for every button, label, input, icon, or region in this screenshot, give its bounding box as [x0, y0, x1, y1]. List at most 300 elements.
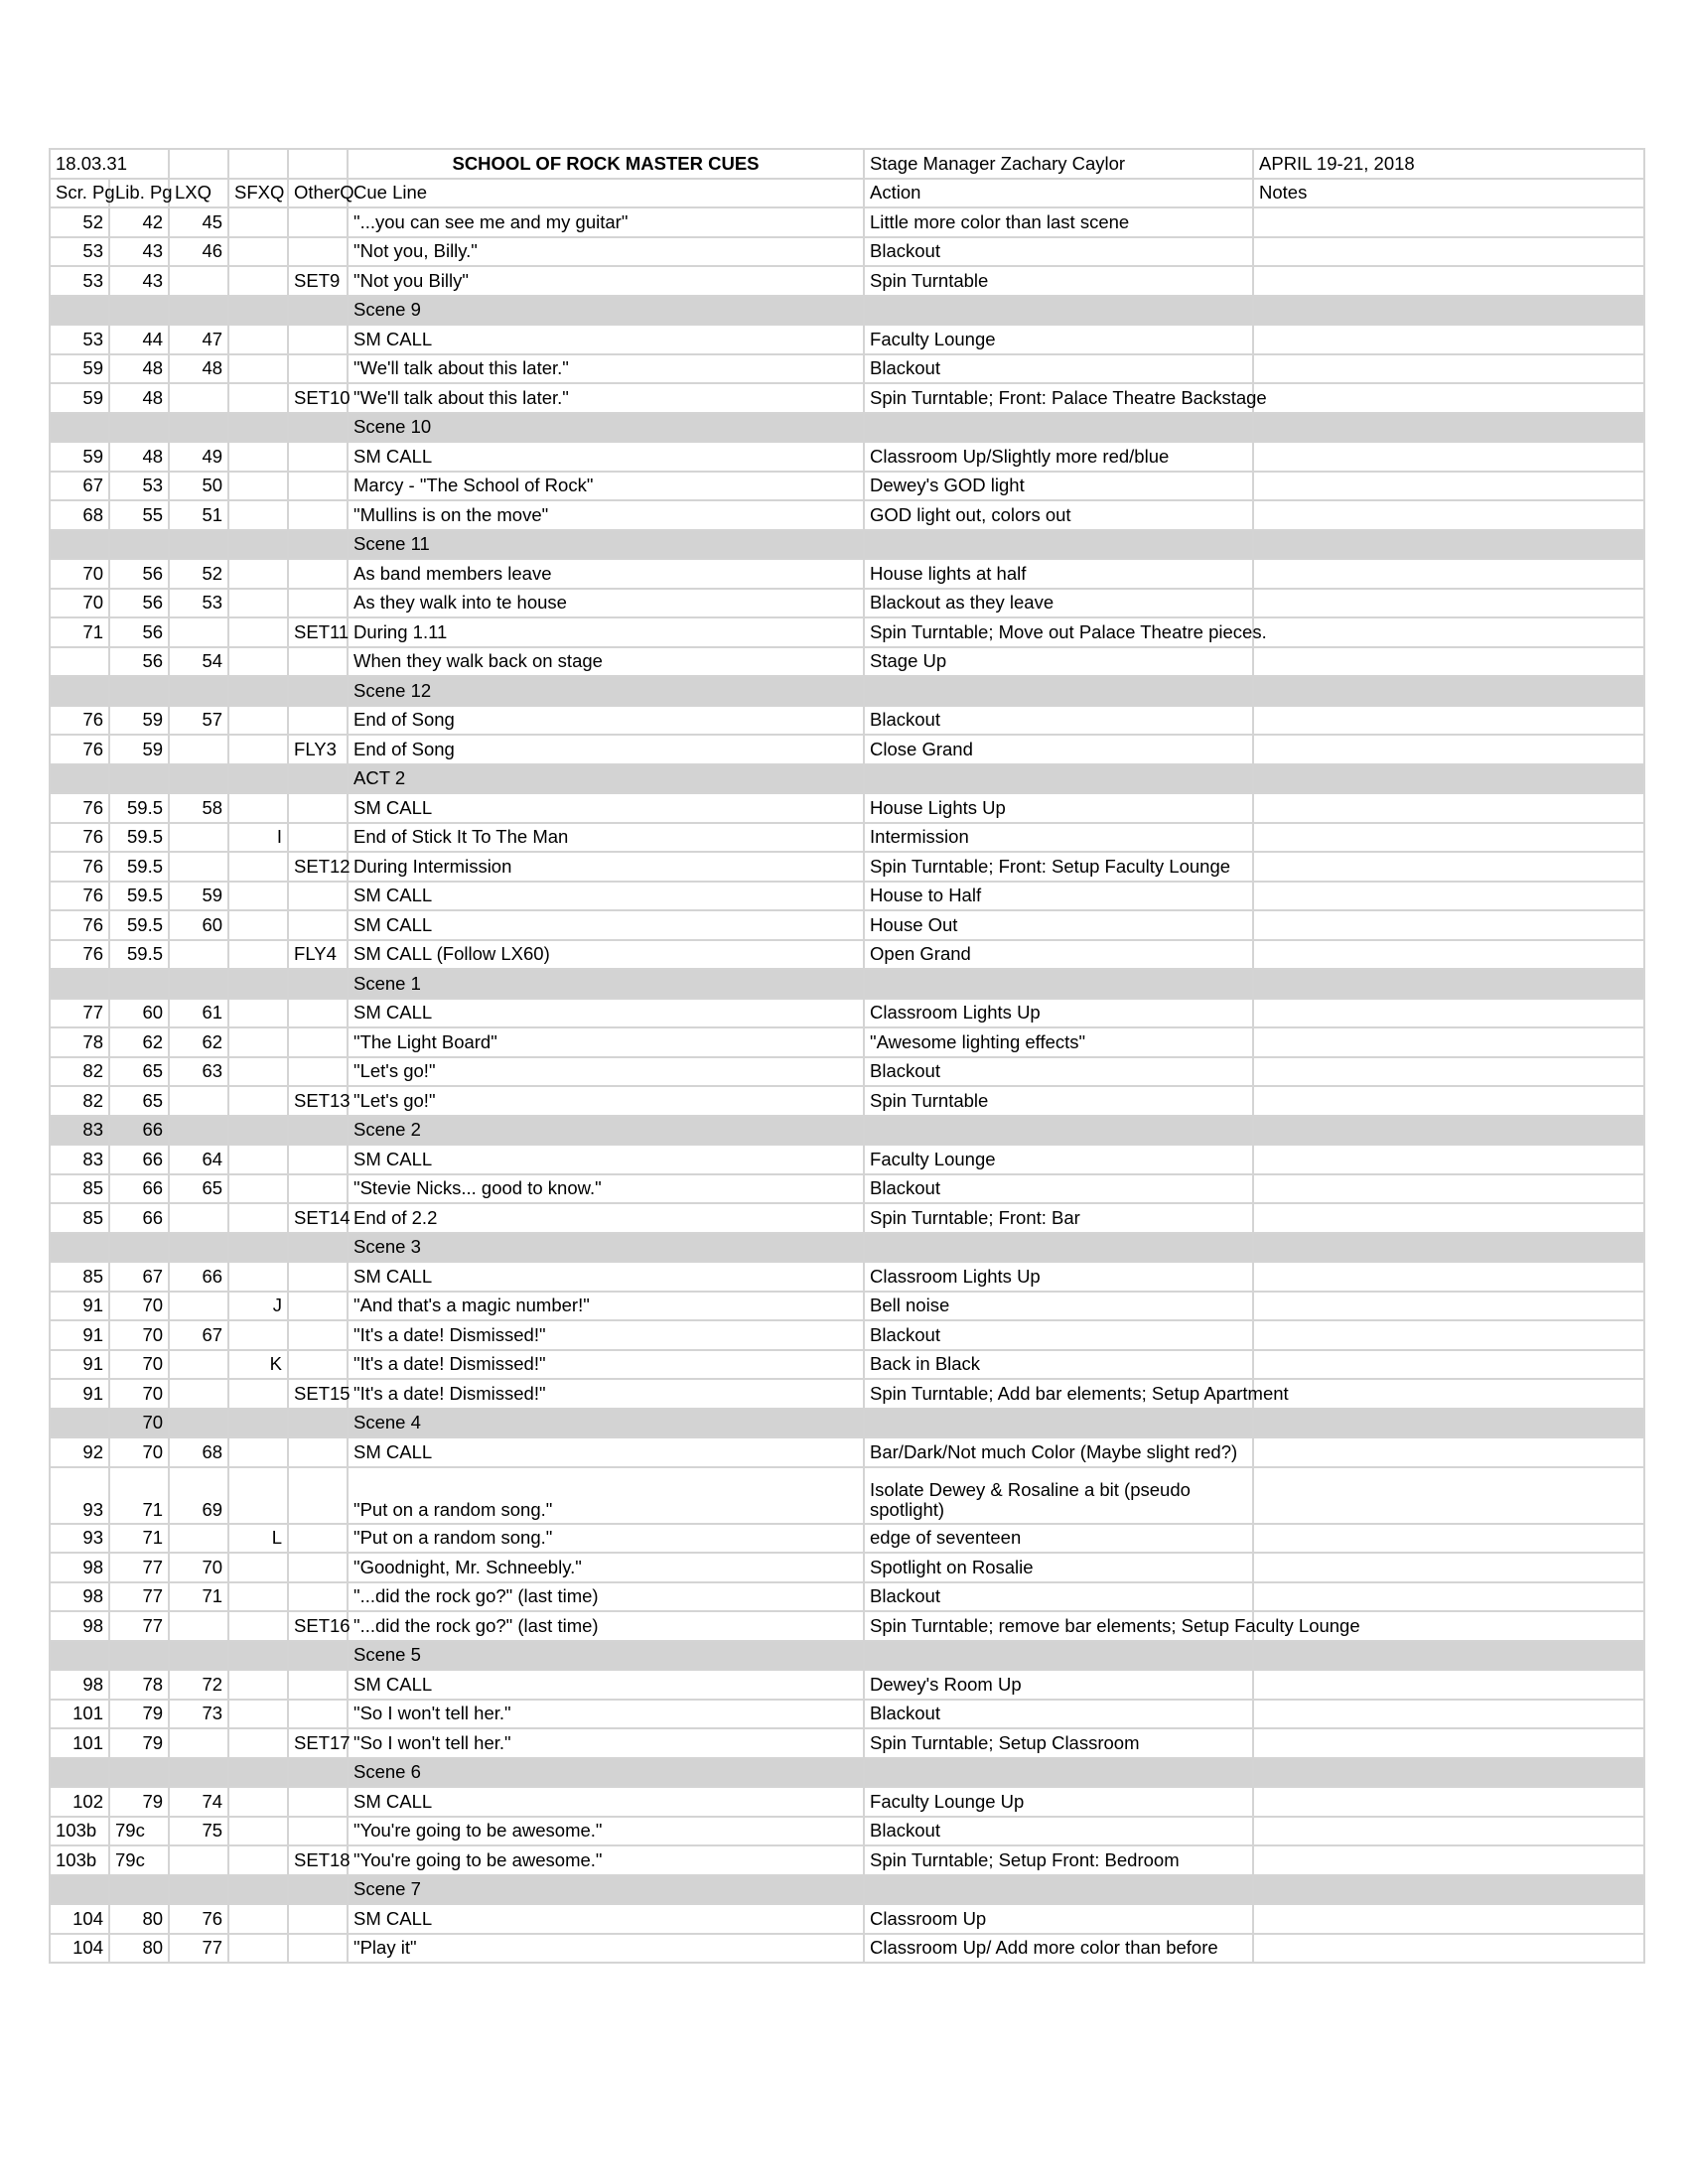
cue-row: [50, 1379, 1644, 1409]
otherq-cell: [288, 1934, 348, 1964]
notes-cell: [1253, 1145, 1644, 1174]
lxq-cell: 66: [169, 1262, 228, 1292]
scr-pg-cell: 83: [50, 1116, 109, 1146]
cue-row: [50, 1086, 1644, 1116]
scr-pg-cell: [50, 1409, 109, 1438]
lxq-cell: [169, 1086, 228, 1116]
otherq-cell: [288, 1817, 348, 1846]
lib-pg-cell: [109, 676, 169, 706]
action-cell: Blackout: [864, 1320, 1253, 1350]
sfxq-cell: [228, 852, 288, 882]
action-cell: Spin Turntable; Move out Palace Theatre pieces.: [864, 617, 1253, 647]
notes-cell: [1253, 1116, 1644, 1146]
cue-line-cell: "Stevie Nicks... good to know.": [348, 1174, 864, 1204]
scr-pg-cell: 76: [50, 940, 109, 970]
scr-pg-cell: [50, 764, 109, 794]
sfxq-cell: [228, 1379, 288, 1409]
col-header-sfxq: SFXQ: [228, 179, 288, 208]
lib-pg-cell: 79: [109, 1700, 169, 1729]
notes-cell: [1253, 1350, 1644, 1380]
cue-row: [50, 999, 1644, 1028]
scr-pg-cell: 76: [50, 882, 109, 911]
notes-cell: [1253, 296, 1644, 326]
notes-cell: [1253, 617, 1644, 647]
cue-row: [50, 1524, 1644, 1554]
otherq-cell: [288, 1174, 348, 1204]
scene-header-row: [50, 530, 1644, 560]
action-cell: Spin Turntable; Front: Palace Theatre Backstage: [864, 383, 1253, 413]
notes-cell: [1253, 1027, 1644, 1057]
scr-pg-cell: 82: [50, 1057, 109, 1087]
cue-row: [50, 325, 1644, 354]
otherq-cell: SET11: [288, 617, 348, 647]
cue-row: [50, 589, 1644, 618]
cue-line-cell: ACT 2: [348, 764, 864, 794]
cue-line-cell: Scene 9: [348, 296, 864, 326]
otherq-cell: [288, 1904, 348, 1934]
cue-row: [50, 823, 1644, 853]
lib-pg-cell: [109, 1875, 169, 1905]
otherq-cell: [288, 1787, 348, 1817]
action-cell: "Awesome lighting effects": [864, 1027, 1253, 1057]
otherq-cell: [288, 1700, 348, 1729]
cue-row: [50, 706, 1644, 736]
notes-cell: [1253, 1467, 1644, 1524]
cue-row: [50, 1787, 1644, 1817]
otherq-cell: [288, 1320, 348, 1350]
otherq-cell: [288, 530, 348, 560]
lib-pg-cell: 70: [109, 1350, 169, 1380]
lib-pg-cell: 71: [109, 1467, 169, 1524]
cue-line-cell: "Let's go!": [348, 1086, 864, 1116]
notes-cell: [1253, 1934, 1644, 1964]
scr-pg-cell: 101: [50, 1728, 109, 1758]
cue-line-cell: "You're going to be awesome.": [348, 1817, 864, 1846]
otherq-cell: [288, 559, 348, 589]
lxq-cell: 70: [169, 1553, 228, 1582]
scr-pg-cell: 98: [50, 1670, 109, 1700]
lxq-cell: [169, 1116, 228, 1146]
cue-row: [50, 383, 1644, 413]
notes-cell: [1253, 764, 1644, 794]
stage-manager: Stage Manager Zachary Caylor: [864, 149, 1253, 179]
cue-row: [50, 1670, 1644, 1700]
notes-cell: [1253, 1728, 1644, 1758]
notes-cell: [1253, 1262, 1644, 1292]
notes-cell: [1253, 1379, 1644, 1409]
lxq-cell: 69: [169, 1467, 228, 1524]
lxq-cell: 77: [169, 1934, 228, 1964]
lib-pg-cell: 59.5: [109, 823, 169, 853]
scr-pg-cell: 70: [50, 589, 109, 618]
lib-pg-cell: 42: [109, 207, 169, 237]
lib-pg-cell: 59.5: [109, 940, 169, 970]
sfxq-cell: [228, 735, 288, 764]
cue-line-cell: Scene 7: [348, 1875, 864, 1905]
sfxq-cell: [228, 910, 288, 940]
otherq-cell: FLY4: [288, 940, 348, 970]
otherq-cell: [288, 589, 348, 618]
sfxq-cell: [228, 1233, 288, 1263]
notes-cell: [1253, 1670, 1644, 1700]
cue-row: [50, 647, 1644, 677]
lib-pg-cell: 79: [109, 1728, 169, 1758]
cue-line-cell: SM CALL: [348, 442, 864, 472]
scr-pg-cell: 103b: [50, 1817, 109, 1846]
cue-line-cell: "Mullins is on the move": [348, 500, 864, 530]
lib-pg-cell: 43: [109, 266, 169, 296]
cue-row: [50, 793, 1644, 823]
cue-row: [50, 1145, 1644, 1174]
col-header-cue-line: Cue Line: [348, 179, 864, 208]
sfxq-cell: J: [228, 1292, 288, 1321]
scr-pg-cell: 91: [50, 1292, 109, 1321]
lib-pg-cell: 62: [109, 1027, 169, 1057]
notes-cell: [1253, 910, 1644, 940]
cue-row: [50, 1437, 1644, 1467]
cue-row: [50, 910, 1644, 940]
date-code: 18.03.31: [50, 149, 169, 179]
lxq-cell: 52: [169, 559, 228, 589]
action-cell: Spin Turntable; Front: Setup Faculty Lounge: [864, 852, 1253, 882]
cue-line-cell: When they walk back on stage: [348, 647, 864, 677]
action-cell: Spotlight on Rosalie: [864, 1553, 1253, 1582]
lxq-cell: [169, 296, 228, 326]
action-cell: [864, 1116, 1253, 1146]
otherq-cell: [288, 1116, 348, 1146]
otherq-cell: [288, 325, 348, 354]
notes-cell: [1253, 823, 1644, 853]
lib-pg-cell: 79c: [109, 1845, 169, 1875]
empty-cell: [228, 149, 288, 179]
lib-pg-cell: 65: [109, 1086, 169, 1116]
lxq-cell: 74: [169, 1787, 228, 1817]
cue-line-cell: Marcy - "The School of Rock": [348, 472, 864, 501]
cue-line-cell: Scene 3: [348, 1233, 864, 1263]
sfxq-cell: [228, 589, 288, 618]
otherq-cell: [288, 882, 348, 911]
otherq-cell: [288, 1524, 348, 1554]
cue-line-cell: During Intermission: [348, 852, 864, 882]
cue-line-cell: "And that's a magic number!": [348, 1292, 864, 1321]
otherq-cell: [288, 1350, 348, 1380]
notes-cell: [1253, 735, 1644, 764]
sfxq-cell: L: [228, 1524, 288, 1554]
lxq-cell: 64: [169, 1145, 228, 1174]
otherq-cell: [288, 1670, 348, 1700]
action-cell: Spin Turntable; Setup Classroom: [864, 1728, 1253, 1758]
action-cell: [864, 764, 1253, 794]
otherq-cell: [288, 413, 348, 443]
action-cell: Faculty Lounge Up: [864, 1787, 1253, 1817]
otherq-cell: [288, 910, 348, 940]
otherq-cell: [288, 1233, 348, 1263]
cue-line-cell: "It's a date! Dismissed!": [348, 1379, 864, 1409]
sfxq-cell: [228, 530, 288, 560]
cue-line-cell: SM CALL: [348, 1787, 864, 1817]
lxq-cell: 76: [169, 1904, 228, 1934]
action-cell: Spin Turntable; Add bar elements; Setup Apartment: [864, 1379, 1253, 1409]
cue-line-cell: As band members leave: [348, 559, 864, 589]
sfxq-cell: [228, 1409, 288, 1438]
otherq-cell: [288, 1145, 348, 1174]
scr-pg-cell: 76: [50, 823, 109, 853]
lib-pg-cell: [109, 1233, 169, 1263]
notes-cell: [1253, 500, 1644, 530]
sfxq-cell: [228, 617, 288, 647]
action-cell: [864, 296, 1253, 326]
scr-pg-cell: 93: [50, 1467, 109, 1524]
col-header-lib-pg: Lib. Pg: [109, 179, 169, 208]
lxq-cell: [169, 1641, 228, 1671]
action-cell: Little more color than last scene: [864, 207, 1253, 237]
otherq-cell: [288, 1027, 348, 1057]
sfxq-cell: [228, 882, 288, 911]
scr-pg-cell: [50, 530, 109, 560]
scr-pg-cell: 53: [50, 266, 109, 296]
notes-cell: [1253, 647, 1644, 677]
otherq-cell: SET12: [288, 852, 348, 882]
otherq-cell: [288, 793, 348, 823]
sfxq-cell: [228, 559, 288, 589]
lxq-cell: 72: [169, 1670, 228, 1700]
scr-pg-cell: [50, 1641, 109, 1671]
lxq-cell: [169, 1203, 228, 1233]
sfxq-cell: [228, 999, 288, 1028]
sfxq-cell: [228, 325, 288, 354]
sfxq-cell: [228, 764, 288, 794]
scr-pg-cell: 76: [50, 735, 109, 764]
scr-pg-cell: 68: [50, 500, 109, 530]
cue-line-cell: "Not you, Billy.": [348, 237, 864, 267]
empty-cell: [288, 149, 348, 179]
scr-pg-cell: 85: [50, 1262, 109, 1292]
notes-cell: [1253, 1203, 1644, 1233]
cue-line-cell: SM CALL: [348, 325, 864, 354]
lib-pg-cell: 70: [109, 1320, 169, 1350]
cue-line-cell: SM CALL: [348, 1437, 864, 1467]
sfxq-cell: [228, 647, 288, 677]
sfxq-cell: [228, 1203, 288, 1233]
lib-pg-cell: 79c: [109, 1817, 169, 1846]
scr-pg-cell: 104: [50, 1904, 109, 1934]
scr-pg-cell: [50, 1758, 109, 1788]
cue-line-cell: Scene 11: [348, 530, 864, 560]
lib-pg-cell: 70: [109, 1437, 169, 1467]
lib-pg-cell: 59: [109, 706, 169, 736]
sfxq-cell: [228, 1904, 288, 1934]
scr-pg-cell: 59: [50, 442, 109, 472]
lib-pg-cell: 48: [109, 442, 169, 472]
lxq-cell: 65: [169, 1174, 228, 1204]
cue-line-cell: "We'll talk about this later.": [348, 383, 864, 413]
cue-row: [50, 266, 1644, 296]
otherq-cell: FLY3: [288, 735, 348, 764]
lxq-cell: [169, 1728, 228, 1758]
cue-line-cell: End of 2.2: [348, 1203, 864, 1233]
lxq-cell: 46: [169, 237, 228, 267]
sfxq-cell: [228, 237, 288, 267]
scr-pg-cell: 98: [50, 1553, 109, 1582]
sfxq-cell: [228, 266, 288, 296]
otherq-cell: [288, 1409, 348, 1438]
sfxq-cell: [228, 1116, 288, 1146]
lib-pg-cell: [109, 413, 169, 443]
action-cell: House to Half: [864, 882, 1253, 911]
lxq-cell: 51: [169, 500, 228, 530]
notes-cell: [1253, 472, 1644, 501]
sfxq-cell: I: [228, 823, 288, 853]
action-cell: Dewey's Room Up: [864, 1670, 1253, 1700]
sfxq-cell: [228, 472, 288, 501]
scr-pg-cell: 59: [50, 383, 109, 413]
cue-row: [50, 354, 1644, 384]
otherq-cell: SET9: [288, 266, 348, 296]
lxq-cell: [169, 1524, 228, 1554]
lib-pg-cell: 66: [109, 1174, 169, 1204]
action-cell: [864, 530, 1253, 560]
scene-header-row: [50, 413, 1644, 443]
lxq-cell: [169, 764, 228, 794]
action-cell: Blackout: [864, 706, 1253, 736]
lxq-cell: [169, 383, 228, 413]
action-cell: Classroom Up/Slightly more red/blue: [864, 442, 1253, 472]
scene-header-row: [50, 296, 1644, 326]
sheet-title: SCHOOL OF ROCK MASTER CUES: [348, 149, 864, 179]
scr-pg-cell: 78: [50, 1027, 109, 1057]
notes-cell: [1253, 325, 1644, 354]
lib-pg-cell: 56: [109, 589, 169, 618]
notes-cell: [1253, 676, 1644, 706]
sfxq-cell: [228, 1758, 288, 1788]
action-cell: Blackout: [864, 237, 1253, 267]
lxq-cell: 58: [169, 793, 228, 823]
cue-row: [50, 1700, 1644, 1729]
cue-line-cell: SM CALL: [348, 793, 864, 823]
notes-cell: [1253, 793, 1644, 823]
lib-pg-cell: 67: [109, 1262, 169, 1292]
action-cell: House Lights Up: [864, 793, 1253, 823]
sfxq-cell: [228, 500, 288, 530]
lib-pg-cell: 44: [109, 325, 169, 354]
otherq-cell: SET13: [288, 1086, 348, 1116]
sfxq-cell: [228, 706, 288, 736]
notes-cell: [1253, 1409, 1644, 1438]
action-cell: Spin Turntable: [864, 1086, 1253, 1116]
action-cell: House lights at half: [864, 559, 1253, 589]
lib-pg-cell: 77: [109, 1611, 169, 1641]
sfxq-cell: [228, 1934, 288, 1964]
lib-pg-cell: 53: [109, 472, 169, 501]
cue-line-cell: SM CALL (Follow LX60): [348, 940, 864, 970]
cue-line-cell: Scene 1: [348, 969, 864, 999]
sfxq-cell: [228, 354, 288, 384]
scr-pg-cell: 53: [50, 237, 109, 267]
scene-header-row: [50, 1233, 1644, 1263]
otherq-cell: SET18: [288, 1845, 348, 1875]
scr-pg-cell: 101: [50, 1700, 109, 1729]
lxq-cell: 67: [169, 1320, 228, 1350]
cue-row: [50, 1320, 1644, 1350]
otherq-cell: [288, 1582, 348, 1612]
otherq-cell: [288, 1437, 348, 1467]
lxq-cell: [169, 1233, 228, 1263]
lib-pg-cell: 56: [109, 617, 169, 647]
notes-cell: [1253, 237, 1644, 267]
otherq-cell: [288, 1292, 348, 1321]
lib-pg-cell: 48: [109, 354, 169, 384]
cue-row: [50, 1203, 1644, 1233]
lib-pg-cell: 66: [109, 1116, 169, 1146]
scr-pg-cell: 76: [50, 910, 109, 940]
otherq-cell: [288, 296, 348, 326]
cue-line-cell: "Put on a random song.": [348, 1524, 864, 1554]
cue-line-cell: End of Song: [348, 735, 864, 764]
scr-pg-cell: [50, 1875, 109, 1905]
scene-header-row: [50, 1409, 1644, 1438]
scr-pg-cell: 59: [50, 354, 109, 384]
notes-cell: [1253, 1758, 1644, 1788]
col-header-scr-pg: Scr. Pg: [50, 179, 109, 208]
otherq-cell: [288, 237, 348, 267]
scr-pg-cell: [50, 1233, 109, 1263]
sfxq-cell: [228, 442, 288, 472]
cue-line-cell: "It's a date! Dismissed!": [348, 1350, 864, 1380]
lib-pg-cell: [109, 969, 169, 999]
action-cell: Classroom Lights Up: [864, 1262, 1253, 1292]
lxq-cell: [169, 1845, 228, 1875]
notes-cell: [1253, 530, 1644, 560]
cue-line-cell: SM CALL: [348, 1904, 864, 1934]
lxq-cell: 61: [169, 999, 228, 1028]
lxq-cell: [169, 1611, 228, 1641]
cue-line-cell: "...you can see me and my guitar": [348, 207, 864, 237]
action-cell: Blackout: [864, 1700, 1253, 1729]
otherq-cell: SET15: [288, 1379, 348, 1409]
otherq-cell: [288, 1875, 348, 1905]
sfxq-cell: [228, 793, 288, 823]
sfxq-cell: [228, 676, 288, 706]
cue-row: [50, 1611, 1644, 1641]
scr-pg-cell: 82: [50, 1086, 109, 1116]
lib-pg-cell: 60: [109, 999, 169, 1028]
lib-pg-cell: 59.5: [109, 852, 169, 882]
otherq-cell: [288, 1057, 348, 1087]
lib-pg-cell: 79: [109, 1787, 169, 1817]
action-cell: Classroom Lights Up: [864, 999, 1253, 1028]
cue-row: [50, 1582, 1644, 1612]
sfxq-cell: [228, 940, 288, 970]
col-header-action: Action: [864, 179, 1253, 208]
notes-cell: [1253, 882, 1644, 911]
notes-cell: [1253, 1700, 1644, 1729]
lib-pg-cell: 66: [109, 1203, 169, 1233]
sfxq-cell: [228, 1875, 288, 1905]
otherq-cell: [288, 1553, 348, 1582]
notes-cell: [1253, 442, 1644, 472]
otherq-cell: [288, 442, 348, 472]
lib-pg-cell: 59: [109, 735, 169, 764]
notes-cell: [1253, 940, 1644, 970]
action-cell: Intermission: [864, 823, 1253, 853]
cue-row: [50, 1057, 1644, 1087]
lxq-cell: [169, 940, 228, 970]
cue-row: [50, 1467, 1644, 1524]
otherq-cell: [288, 969, 348, 999]
lxq-cell: 54: [169, 647, 228, 677]
action-cell: [864, 1875, 1253, 1905]
cue-row: [50, 940, 1644, 970]
